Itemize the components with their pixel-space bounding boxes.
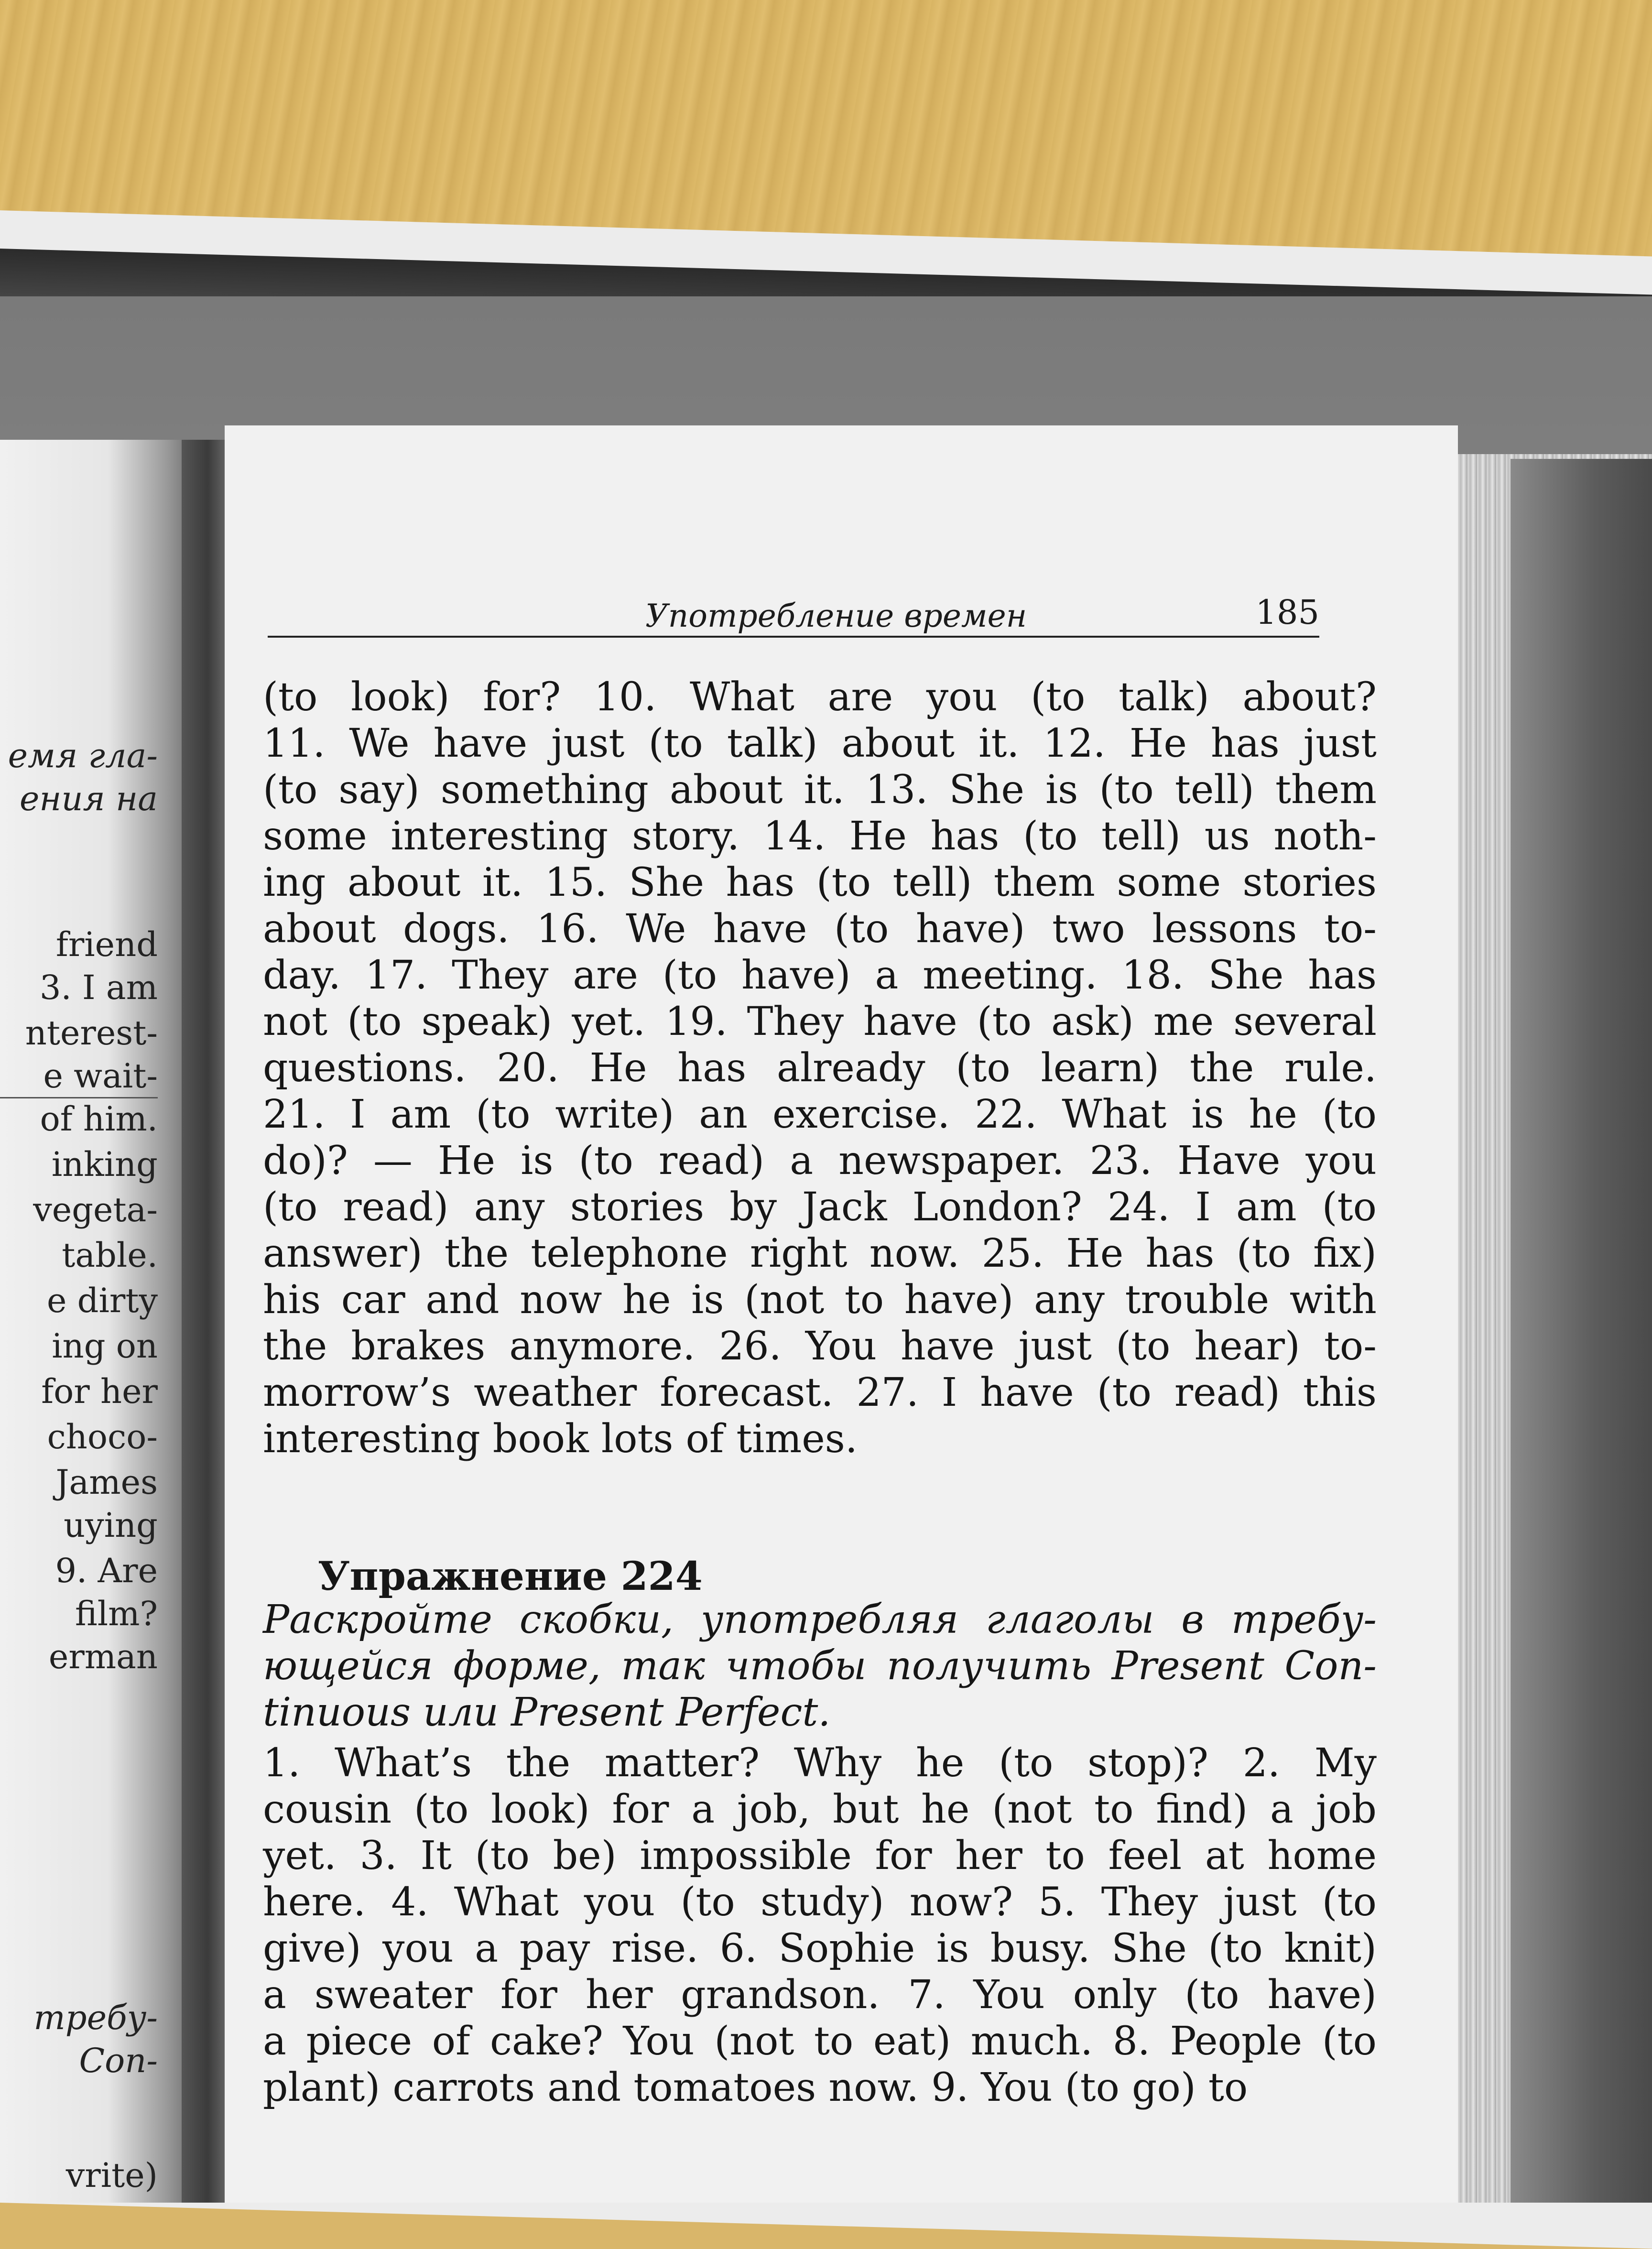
exercise-224-instructions bbox=[263, 1597, 1377, 1736]
left-page-line: nterest- bbox=[25, 1013, 158, 1053]
text-line: his car and now he is (not to have) any trouble with bbox=[263, 1277, 1377, 1323]
text-line: yet. 3. It (to be) impossible for her to feel at home bbox=[263, 1833, 1377, 1879]
left-page-line: Con- bbox=[79, 2041, 158, 2080]
text-line: answer) the telephone right now. 25. He has (to fix) bbox=[263, 1231, 1377, 1276]
page-number: 185 bbox=[1255, 593, 1319, 632]
text-line: the brakes anymore. 26. You have just (to hear) to- bbox=[263, 1324, 1377, 1369]
left-page-line: 3. I am bbox=[39, 968, 158, 1007]
text-line: (to read) any stories by Jack London? 24. I am (to bbox=[263, 1184, 1377, 1230]
running-title: Употребление времен bbox=[645, 598, 1027, 634]
left-page-line: vrite) bbox=[65, 2156, 158, 2195]
page-edges-shadow bbox=[1511, 459, 1652, 2203]
exercise-224-title: Упражнение 224 bbox=[318, 1554, 703, 1599]
text-line: 11. We have just (to talk) about it. 12. He has just bbox=[263, 721, 1377, 766]
text-line: give) you a pay rise. 6. Sophie is busy. She (to knit) bbox=[263, 1926, 1377, 1971]
left-page-line: erman bbox=[48, 1637, 158, 1676]
left-page-line: table. bbox=[62, 1236, 158, 1275]
left-page-line: ения на bbox=[19, 779, 158, 818]
left-page-line: of him. bbox=[40, 1099, 158, 1139]
text-line: about dogs. 16. We have (to have) two lessons to- bbox=[263, 906, 1377, 952]
text-line: questions. 20. He has already (to learn) the rule. bbox=[263, 1045, 1377, 1091]
left-page-line: ing on bbox=[52, 1326, 158, 1366]
right-page bbox=[225, 425, 1458, 2203]
text-line: ющейся форме, так чтобы получить Present Con- bbox=[263, 1643, 1377, 1689]
left-page-line: 9. Are bbox=[55, 1551, 158, 1590]
text-line: Раскройте скобки, употребляя глаголы в требу- bbox=[263, 1597, 1377, 1642]
text-line: (to look) for? 10. What are you (to talk) about? bbox=[263, 674, 1377, 720]
text-line: morrow’s weather forecast. 27. I have (to read) this bbox=[263, 1370, 1377, 1415]
left-page-line: e wait- bbox=[43, 1056, 158, 1096]
left-page-line: емя гла- bbox=[8, 736, 158, 775]
left-page-line: James bbox=[55, 1463, 158, 1502]
left-page-rule bbox=[0, 1097, 158, 1098]
left-page-line: требу- bbox=[33, 1998, 158, 2037]
text-line: 1. What’s the matter? Why he (to stop)? 2. My bbox=[263, 1740, 1377, 1786]
left-page-line: uying bbox=[64, 1506, 158, 1545]
text-line: here. 4. What you (to study) now? 5. They just (to bbox=[263, 1880, 1377, 1925]
text-line: 21. I am (to write) an exercise. 22. What is he (to bbox=[263, 1092, 1377, 1137]
text-line: (to say) something about it. 13. She is (to tell) them bbox=[263, 767, 1377, 813]
left-page-line: friend bbox=[55, 925, 158, 964]
exercise-224-text bbox=[263, 1740, 1377, 2111]
page-header bbox=[268, 593, 1319, 638]
text-line: not (to speak) yet. 19. They have (to ask) me several bbox=[263, 999, 1377, 1044]
left-page-line: e dirty bbox=[46, 1281, 158, 1320]
text-line: plant) carrots and tomatoes now. 9. You (to go) to bbox=[263, 2065, 1248, 2110]
exercise-223-text bbox=[263, 674, 1377, 1462]
text-line: do)? — He is (to read) a newspaper. 23. Have you bbox=[263, 1138, 1377, 1184]
text-line: cousin (to look) for a job, but he (not to find) a job bbox=[263, 1787, 1377, 1832]
left-page-line: choco- bbox=[47, 1417, 158, 1456]
left-page-line: for her bbox=[41, 1372, 158, 1411]
left-page-line: vegeta- bbox=[33, 1190, 158, 1229]
left-page bbox=[0, 440, 196, 2203]
text-line: interesting book lots of times. bbox=[263, 1416, 858, 1462]
left-page-line: film? bbox=[75, 1594, 158, 1633]
text-line: day. 17. They are (to have) a meeting. 18. She has bbox=[263, 953, 1377, 998]
text-line: ing about it. 15. She has (to tell) them some stories bbox=[263, 860, 1377, 905]
text-line: a sweater for her grandson. 7. You only (to have) bbox=[263, 1972, 1377, 2018]
text-line: a piece of cake? You (not to eat) much. 8. People (to bbox=[263, 2019, 1377, 2064]
left-page-line: inking bbox=[51, 1145, 158, 1184]
text-line: tinuous или Present Perfect. bbox=[263, 1690, 831, 1735]
text-line: some interesting story. 14. He has (to tell) us noth- bbox=[263, 814, 1377, 859]
